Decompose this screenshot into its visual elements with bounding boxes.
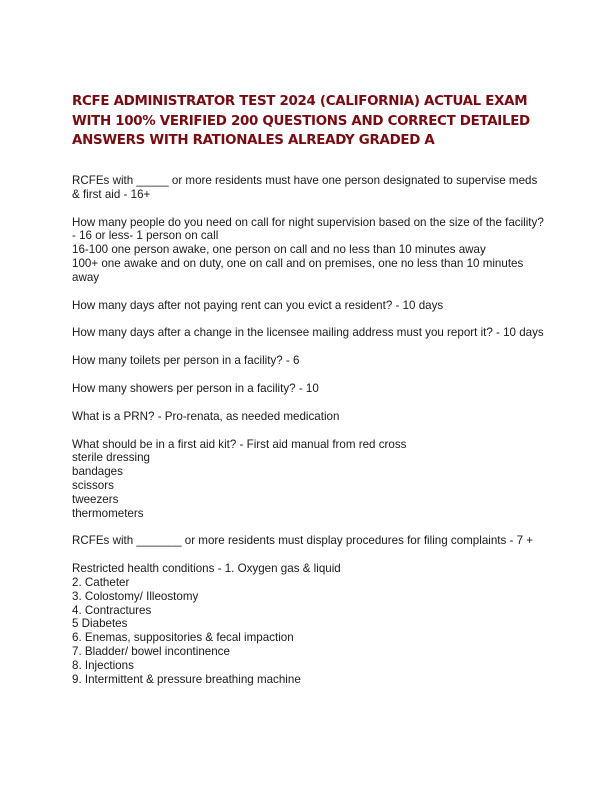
qa-item [72,299,547,313]
qa-line: sterile dressing [72,451,150,465]
qa-item [72,326,547,340]
qa-line: RCFEs with _____ or more residents must have one person designated to supervise meds & first aid - 16+ [72,174,538,201]
qa-item [72,562,547,686]
qa-item [72,382,547,396]
qa-line: RCFEs with _______ or more residents must display procedures for filing complaints - 7 + [72,534,534,548]
qa-line: scissors [72,478,114,492]
document-body [72,174,547,700]
qa-line: 4. Contractures [72,603,152,617]
qa-line: bandages [72,465,123,479]
qa-line: 16-100 one person awake, one person on call and no less than 10 minutes away [72,243,486,257]
qa-item [72,354,547,368]
qa-line: How many days after a change in the licensee mailing address must you report it? - 10 days [72,326,544,340]
qa-line: What is a PRN? - Pro-renata, as needed medication [72,409,340,423]
qa-line: What should be in a first aid kit? - First aid manual from red cross [72,437,407,451]
document-title: RCFE ADMINISTRATOR TEST 2024 (CALIFORNIA) ACTUAL EXAM WITH 100% VERIFIED 200 QUESTIONS AND CORRECT DETAILED ANSWERS WITH RATIONALES ALREADY GRADED A [72,94,530,148]
qa-line: tweezers [72,492,119,506]
qa-line: Restricted health conditions - 1. Oxygen gas & liquid [72,562,341,576]
qa-line: How many toilets per person in a facility? - 6 [72,354,300,368]
qa-item [72,534,547,548]
qa-line: 7. Bladder/ bowel incontinence [72,644,230,658]
qa-line: 5 Diabetes [72,617,128,631]
qa-line: 8. Injections [72,658,134,672]
qa-line: 2. Catheter [72,575,130,589]
qa-line: 9. Intermittent & pressure breathing machine [72,672,301,686]
qa-line: How many days after not paying rent can you evict a resident? - 10 days [72,298,444,312]
qa-line: 100+ one awake and on duty, one on call and on premises, one no less than 10 minutes away [72,256,524,284]
qa-item [72,216,547,285]
qa-line: 3. Colostomy/ Illeostomy [72,589,199,603]
qa-line: How many showers per person in a facility? - 10 [72,381,319,395]
qa-item [72,410,547,424]
qa-line: thermometers [72,506,144,520]
qa-item [72,438,547,521]
qa-line: How many people do you need on call for night supervision based on the size of the facility? - 16 or less- 1 person on call [72,215,544,243]
qa-line: 6. Enemas, suppositories & fecal impaction [72,631,294,645]
qa-item [72,174,547,202]
